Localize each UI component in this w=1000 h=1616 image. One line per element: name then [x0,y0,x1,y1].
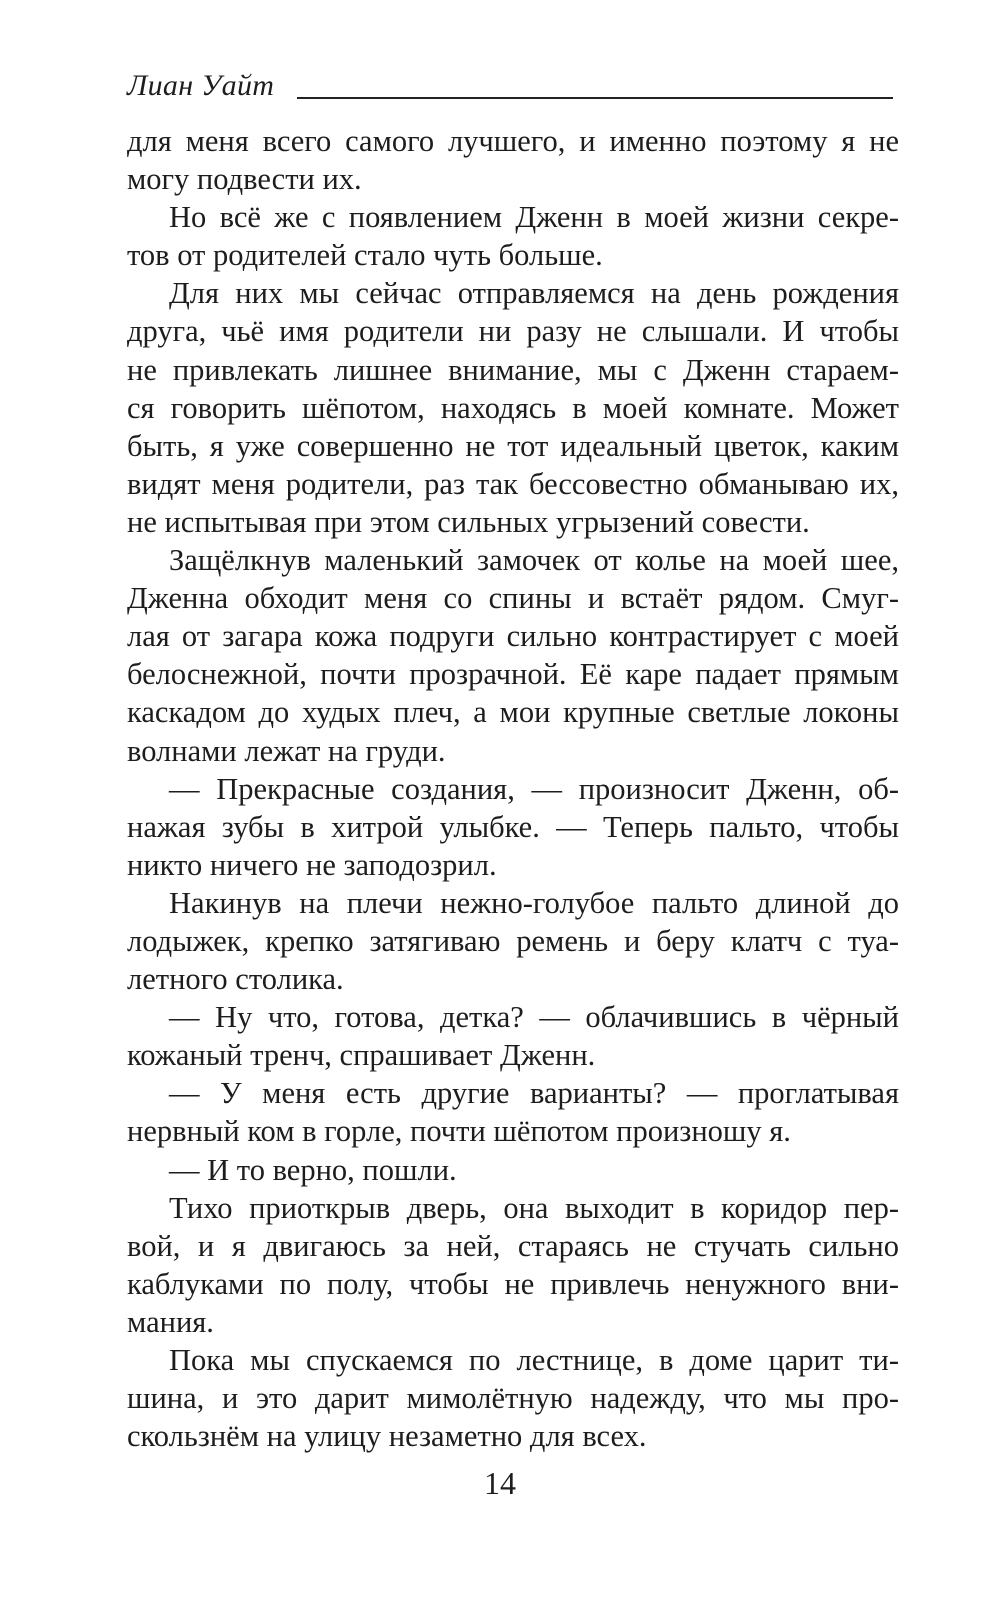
text-line: волнами лежат на груди. [127,733,446,768]
text-line: Тихо приоткрыв дверь, она выходит в коридор пер- [169,1190,899,1225]
paragraph [127,1151,899,1189]
text-line: могу подвести их. [127,162,362,197]
text-line: вой, и я двигаюсь за ней, стараясь не стучать сильно [127,1228,899,1263]
header-rule [297,97,893,99]
paragraph [127,274,899,541]
header-author: Лиан Уайт [127,69,275,102]
text-line: — Ну что, готова, детка? — облачившись в чёрный [169,1000,899,1035]
text-line: шина, и это дарит мимолётную надежду, что мы про- [127,1381,899,1416]
paragraph [127,770,899,884]
paragraph [127,1189,899,1341]
text-line: лодыжек, крепко затягиваю ремень и беру клатч с туа- [127,923,899,958]
paragraph [127,1341,899,1455]
text-line: летного столика. [127,962,344,997]
text-line: лая от загара кожа подруги сильно контрастирует с моей [127,619,899,654]
text-line: каскадом до худых плеч, а мои крупные светлые локоны [127,695,899,730]
text-line: — Прекрасные создания, — произносит Дженн, об- [169,771,899,806]
paragraph [127,998,899,1074]
paragraph [127,122,899,198]
text-line: ся говорить шёпотом, находясь в моей комнате. Может [127,390,899,425]
text-line: каблуками по полу, чтобы не привлечь ненужного вни- [127,1266,899,1301]
text-line: — И то верно, пошли. [169,1152,457,1187]
body-text [127,122,899,1455]
text-line: Дженна обходит меня со спины и встаёт рядом. Смуг- [127,581,899,616]
text-line: белоснежной, почти прозрачной. Её каре падает прямым [127,657,899,692]
text-line: нервный ком в горле, почти шёпотом произношу я. [127,1114,791,1149]
paragraph [127,541,899,770]
text-line: Пока мы спускаемся по лестнице, в доме царит ти- [169,1343,899,1377]
paragraph [127,884,899,998]
text-line: мания. [127,1304,214,1339]
text-line: для меня всего самого лучшего, и именно поэтому я не [127,124,899,158]
text-line: не испытывая при этом сильных угрызений совести. [127,504,810,539]
text-line: тов от родителей стало чуть больше. [127,238,603,273]
text-line: Защёлкнув маленький замочек от колье на моей шее, [169,543,899,578]
text-line: — У меня есть другие варианты? — проглатывая [169,1076,899,1111]
text-line: не привлекать лишнее внимание, мы с Дженн стараем- [127,352,899,387]
text-line: Накинув на плечи нежно-голубое пальто длиной до [169,885,899,920]
text-line: видят меня родители, раз так бессовестно обманываю их, [127,466,899,501]
text-line: Но всё же с появлением Дженн в моей жизни секре- [169,200,899,235]
text-line: друга, чьё имя родители ни разу не слышали. И чтобы [127,314,899,349]
running-header [127,66,897,106]
text-line: быть, я уже совершенно не тот идеальный цветок, каким [127,428,899,463]
text-line: Для них мы сейчас отправляемся на день рождения [169,276,899,311]
page-number: 14 [484,1465,516,1501]
text-line: нажая зубы в хитрой улыбке. — Теперь пальто, чтобы [127,809,899,844]
text-line: скользнём на улицу незаметно для всех. [127,1419,647,1454]
text-line: никто ничего не заподозрил. [127,847,497,882]
paragraph [127,198,899,274]
paragraph [127,1074,899,1150]
text-line: кожаный тренч, спрашивает Дженн. [127,1038,596,1073]
